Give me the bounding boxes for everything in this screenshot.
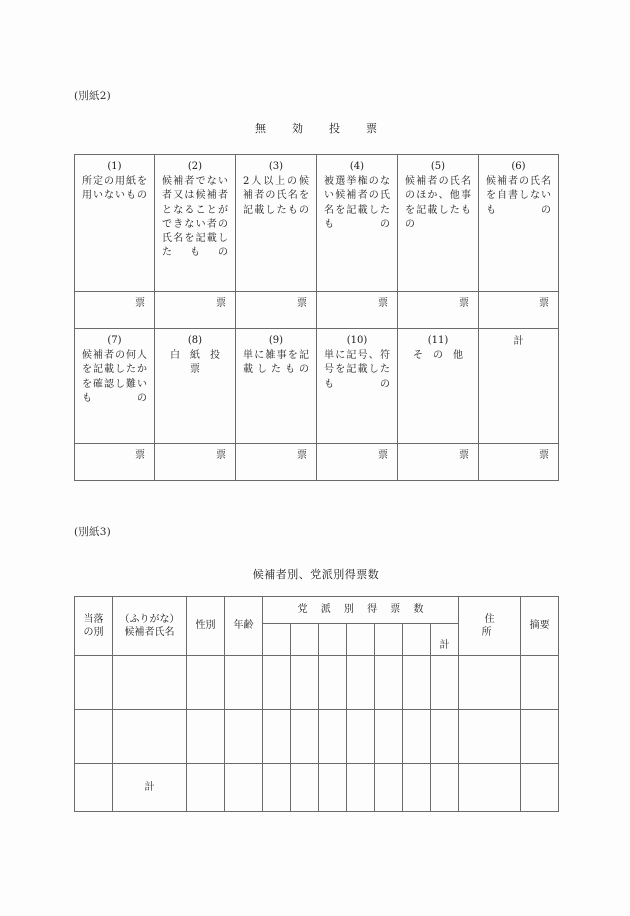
invalid-count-cell-1[interactable]: 票 [75, 292, 155, 329]
reason-number: (6) [511, 161, 526, 172]
cell-party-2[interactable] [291, 656, 319, 710]
invalid-count-cell-4[interactable]: 票 [317, 292, 398, 329]
cell-result[interactable] [75, 710, 113, 764]
header-party-total [431, 624, 459, 656]
total-cell-party-4[interactable] [347, 764, 375, 812]
cell-party-6[interactable] [403, 656, 431, 710]
title-char-1: 無 [255, 122, 266, 135]
header-result-line1: 当落 [83, 614, 104, 625]
total-cell-address[interactable] [459, 764, 521, 812]
header-name: 候補者氏名 [124, 627, 175, 638]
cell-party-3[interactable] [319, 710, 347, 764]
invalid-reason-cell-11 [398, 329, 479, 444]
total-cell-remarks[interactable] [521, 764, 559, 812]
invalid-count-cell-5[interactable]: 票 [398, 292, 479, 329]
sheet3-label: (別紙3) [74, 526, 111, 538]
table-row [75, 292, 559, 329]
reason-text: 候補者の氏名のほか、他事を記載したもの [405, 176, 471, 230]
cell-party-2[interactable] [291, 710, 319, 764]
header-party-col-6 [403, 624, 431, 656]
cell-result[interactable] [75, 656, 113, 710]
cell-address[interactable] [459, 656, 521, 710]
total-cell-result[interactable] [75, 764, 113, 812]
reason-text: 白 紙 投 票 [170, 350, 230, 376]
invalid-reason-cell-1 [75, 155, 155, 292]
header-party-col-1 [263, 624, 291, 656]
table-header-row [75, 597, 559, 624]
invalid-total-cell [479, 329, 559, 444]
cell-address[interactable] [459, 710, 521, 764]
reason-number: (7) [107, 335, 122, 346]
cell-age[interactable] [225, 710, 263, 764]
reason-number: (4) [349, 161, 365, 172]
reason-text: 単に雑事を記載したもの [243, 350, 309, 376]
cell-candidate-name[interactable] [113, 710, 187, 764]
votes-table-title: 候補者別、党派別得票数 [252, 568, 380, 581]
title-char-2: 効 [292, 122, 303, 135]
invalid-reason-cell-2 [155, 155, 236, 292]
total-cell-party-2[interactable] [291, 764, 319, 812]
invalid-reason-cell-7 [75, 329, 155, 444]
invalid-reason-cell-9 [236, 329, 317, 444]
cell-gender[interactable] [187, 710, 225, 764]
invalid-reason-cell-5 [398, 155, 479, 292]
title-char-3: 投 [329, 122, 340, 135]
cell-gender[interactable] [187, 656, 225, 710]
header-remarks: 摘要 [521, 597, 559, 656]
header-party-col-3 [319, 624, 347, 656]
cell-party-5[interactable] [375, 656, 403, 710]
cell-party-4[interactable] [347, 710, 375, 764]
reason-text: 単に記号、符号を記載したもの [324, 350, 390, 390]
cell-party-5[interactable] [375, 710, 403, 764]
candidate-party-votes-table [74, 596, 559, 812]
reason-text: 被選挙権のない候補者の氏名を記載したもの [324, 176, 390, 230]
cell-party-total[interactable] [431, 710, 459, 764]
total-cell-party-3[interactable] [319, 764, 347, 812]
header-result [75, 597, 113, 656]
header-age: 年齢 [225, 597, 263, 656]
invalid-reason-cell-3 [236, 155, 317, 292]
reason-text: 所定の用紙を用いないもの [82, 176, 147, 202]
invalid-votes-table [74, 154, 559, 481]
reason-number: (5) [430, 161, 446, 172]
reason-number: (2) [187, 161, 203, 172]
invalid-count-cell-7[interactable]: 票 [75, 444, 155, 481]
invalid-count-cell-2[interactable]: 票 [155, 292, 236, 329]
header-result-line2: の別 [83, 627, 104, 638]
invalid-count-cell-11[interactable]: 票 [398, 444, 479, 481]
header-candidate-name [113, 597, 187, 656]
table-total-row [75, 764, 559, 812]
invalid-count-cell-9[interactable]: 票 [236, 444, 317, 481]
invalid-count-cell-6[interactable]: 票 [479, 292, 559, 329]
invalid-reason-cell-8 [155, 329, 236, 444]
cell-party-1[interactable] [263, 710, 291, 764]
reason-number: (11) [427, 335, 449, 346]
table-row [75, 329, 559, 444]
invalid-reason-cell-6 [479, 155, 559, 292]
header-party-col-4 [347, 624, 375, 656]
cell-remarks[interactable] [521, 656, 559, 710]
cell-party-1[interactable] [263, 656, 291, 710]
cell-party-6[interactable] [403, 710, 431, 764]
header-gender: 性別 [187, 597, 225, 656]
reason-number: (3) [268, 161, 284, 172]
total-cell-age[interactable] [225, 764, 263, 812]
reason-number: (1) [107, 161, 122, 172]
reason-number: (9) [268, 335, 284, 346]
header-party-col-5 [375, 624, 403, 656]
reason-number: (10) [346, 335, 368, 346]
cell-remarks[interactable] [521, 710, 559, 764]
invalid-count-cell-10[interactable]: 票 [317, 444, 398, 481]
table-row [75, 444, 559, 481]
invalid-reason-cell-10 [317, 329, 398, 444]
header-party-col-2 [291, 624, 319, 656]
total-cell-label: 計 [113, 764, 187, 812]
invalid-votes-title [74, 120, 558, 136]
total-cell-party-total[interactable] [431, 764, 459, 812]
total-cell-party-5[interactable] [375, 764, 403, 812]
total-cell-party-6[interactable] [403, 764, 431, 812]
reason-text: 計 [513, 336, 524, 347]
reason-text: そ の 他 [413, 350, 463, 362]
header-furigana: （ふりがな） [119, 614, 180, 625]
reason-number: (8) [187, 335, 203, 346]
cell-party-total[interactable] [431, 656, 459, 710]
reason-text: 候補者でない者又は候補者となることができない者の氏名を記載したもの [162, 176, 228, 259]
table-row [75, 710, 559, 764]
reason-text: 候補者の氏名を自書しないもの [486, 176, 551, 216]
reason-text: 2人以上の候補者の氏名を記載したもの [243, 176, 309, 216]
table-row [75, 656, 559, 710]
invalid-reason-cell-4 [317, 155, 398, 292]
header-party-votes: 党 派 別 得 票 数 [263, 597, 459, 624]
invalid-count-total-cell[interactable]: 票 [479, 444, 559, 481]
header-party-total-label: 計 [439, 640, 450, 652]
sheet2-label: (別紙2) [74, 90, 111, 102]
total-cell-gender[interactable] [187, 764, 225, 812]
cell-age[interactable] [225, 656, 263, 710]
total-cell-party-1[interactable] [263, 764, 291, 812]
table-row [75, 155, 559, 292]
invalid-count-cell-8[interactable]: 票 [155, 444, 236, 481]
cell-candidate-name[interactable] [113, 656, 187, 710]
cell-party-4[interactable] [347, 656, 375, 710]
header-address: 住 所 [459, 597, 521, 656]
reason-text: 候補者の何人を記載したかを確認し難いもの [82, 350, 147, 404]
invalid-count-cell-3[interactable]: 票 [236, 292, 317, 329]
title-char-4: 票 [366, 122, 377, 135]
cell-party-3[interactable] [319, 656, 347, 710]
